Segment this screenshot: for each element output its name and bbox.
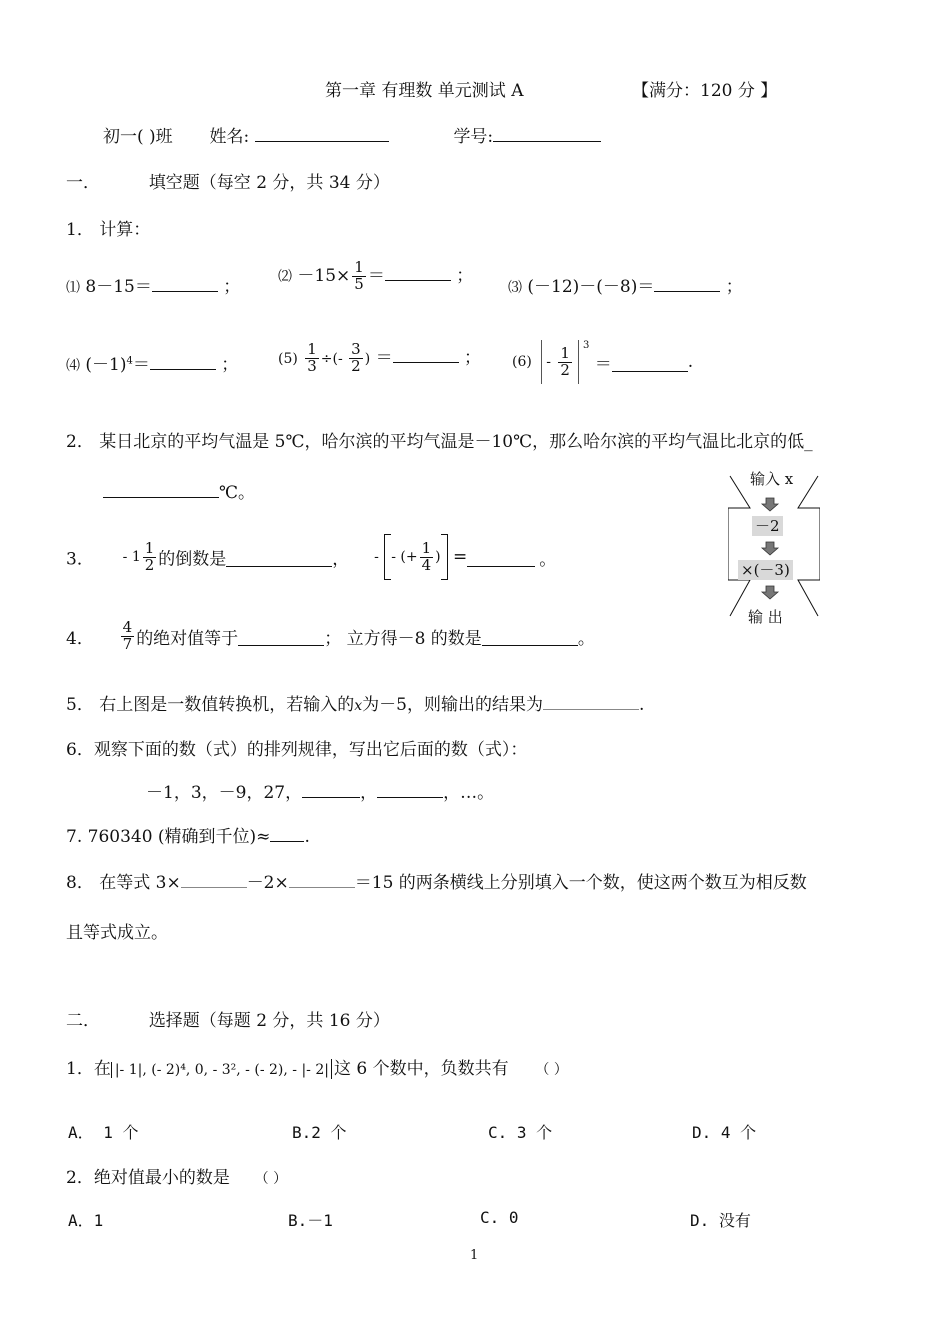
question-number: 1．在 (66, 1059, 111, 1079)
comma: ， (332, 549, 350, 570)
section1-number: 一． (66, 173, 100, 193)
q5 (66, 690, 644, 715)
question-text: ； 立方得－8 的数是 (324, 628, 482, 649)
q6-sequence (146, 778, 494, 803)
minus-sign: - (374, 549, 379, 565)
question-text: 5． 右上图是一数值转换机，若输入的 (66, 695, 355, 715)
part-number: ⑵ (278, 268, 292, 285)
part-number: ⑴ (66, 280, 80, 296)
fraction (305, 342, 319, 375)
ellipsis: ，…。 (443, 783, 495, 803)
class-label: 初一( )班 (103, 127, 173, 147)
answer-blank[interactable] (270, 823, 304, 842)
mixed-whole: - 1 (122, 549, 141, 565)
part-number: (5) (278, 350, 298, 367)
q1-label: 1． 计算： (66, 220, 151, 240)
q4 (66, 620, 595, 653)
period: . (304, 827, 310, 847)
part-number: ⑶ (508, 280, 522, 296)
left-paren-bar (541, 340, 542, 384)
answer-paren: （ ） (254, 1171, 288, 1187)
unit: ℃。 (219, 483, 256, 503)
q3 (66, 534, 556, 580)
semicolon: ； (464, 347, 481, 368)
denominator: 2 (560, 360, 570, 379)
end-mark: 。 (539, 549, 557, 570)
expression: －15× (297, 265, 351, 286)
answer-blank[interactable] (150, 351, 216, 370)
q8-line2: 且等式成立。 (66, 923, 168, 943)
answer-blank[interactable] (103, 479, 219, 498)
expression: (－1) (80, 355, 127, 375)
s2-q1-option-b[interactable]: B.2 个 (292, 1123, 347, 1142)
right-paren-bar (578, 340, 579, 384)
machine-frame (728, 468, 820, 628)
question-text: 的绝对值等于 (136, 628, 239, 649)
period: . (687, 352, 694, 372)
equals: = (453, 547, 468, 567)
comma: ， (360, 783, 378, 803)
numerator: 3 (351, 340, 361, 358)
s2-q2-option-a[interactable]: A．1 (68, 1211, 104, 1230)
q7 (66, 822, 310, 847)
numerator: 1 (354, 258, 364, 276)
q1-part3 (508, 272, 743, 297)
q6-text: 6．观察下面的数（式）的排列规律，写出它后面的数（式）： (66, 740, 528, 760)
denominator: 2 (144, 555, 155, 574)
machine-input-label: 输入 x (750, 470, 794, 488)
answer-blank[interactable] (467, 548, 535, 567)
s2-q1 (66, 1054, 568, 1079)
student-id-blank[interactable] (493, 123, 601, 142)
semicolon: ； (725, 277, 743, 297)
denominator: 4 (421, 555, 432, 574)
question-text: 的倒数是 (158, 549, 227, 570)
q8-line1 (66, 868, 807, 893)
answer-blank[interactable] (152, 273, 218, 292)
machine-step-multiply: ×(－3) (738, 560, 793, 580)
machine-step-subtract: －2 (752, 516, 783, 536)
exponent: 3 (582, 340, 590, 351)
question-number: 3． (66, 549, 94, 570)
q1-part4 (66, 350, 238, 375)
operator: ÷(- (320, 350, 348, 367)
fraction (352, 260, 366, 293)
equals: ＝ (375, 347, 393, 368)
q1-part1 (66, 272, 240, 297)
class-field (103, 122, 601, 147)
answer-blank[interactable] (654, 273, 720, 292)
right-bracket (441, 534, 448, 580)
sequence: －1，3，－9，27， (146, 783, 303, 803)
section1-title: 填空题（每空 2 分，共 34 分） (148, 173, 390, 193)
q1-part6 (512, 340, 693, 384)
s2-q2-option-d[interactable]: D. 没有 (690, 1211, 751, 1230)
numerator: 4 (122, 618, 133, 636)
section2-title: 选择题（每题 2 分，共 16 分） (148, 1011, 390, 1031)
end-mark: 。 (577, 628, 595, 649)
fraction (121, 620, 135, 653)
answer-blank[interactable] (612, 353, 688, 372)
document-title: 第一章 有理数 单元测试 A (325, 81, 524, 101)
denominator: 7 (122, 634, 133, 653)
question-text: 2．绝对值最小的数是 (66, 1168, 230, 1188)
s2-q1-option-c[interactable]: C. 3 个 (488, 1123, 553, 1142)
semicolon: ； (223, 277, 241, 297)
answer-blank[interactable] (393, 344, 459, 363)
number-converter-diagram (728, 468, 820, 628)
number-list: |- 1|, (- 2)⁴, 0, - 3², - (- 2), - |- 2| (111, 1062, 329, 1078)
q1-part2 (278, 260, 473, 293)
answer-blank[interactable] (482, 627, 578, 646)
question-text: 8． 在等式 3× (66, 873, 181, 893)
fraction (349, 342, 363, 375)
answer-blank[interactable] (385, 262, 451, 281)
machine-output-label: 输 出 (748, 608, 783, 626)
s2-q2 (66, 1163, 287, 1188)
part-number: ⑷ (66, 358, 80, 374)
name-label: 姓名: (209, 127, 255, 147)
minus-sign: - (546, 354, 551, 370)
page-number: 1 (470, 1248, 479, 1263)
question-text: 7. 760340 (精确到千位)≈ (66, 827, 271, 847)
exponent: 4 (126, 355, 133, 367)
fraction (143, 538, 157, 574)
period: . (638, 695, 645, 715)
q1-part5 (278, 342, 481, 375)
s2-q2-option-b[interactable]: B.－1 (288, 1211, 333, 1230)
question-text: ＝15 的两条横线上分别填入一个数，使这两个数互为相反数 (354, 873, 807, 893)
question-number: 4． (66, 628, 94, 649)
answer-blank[interactable] (181, 869, 247, 888)
close-paren: ) (435, 549, 441, 565)
s2-q1-option-a[interactable]: A． 1 个 (68, 1123, 139, 1142)
name-blank[interactable] (255, 123, 389, 142)
q2-text: 2． 某日北京的平均气温是 5℃，哈尔滨的平均气温是－10℃，那么哈尔滨的平均气温比北京的低_ (66, 432, 813, 452)
section1-heading (66, 168, 390, 193)
numerator: 1 (421, 538, 432, 557)
full-score: 【满分：120 分 】 (632, 81, 778, 101)
student-id-label: 学号: (453, 127, 494, 147)
answer-blank[interactable] (302, 779, 360, 798)
answer-blank[interactable] (238, 627, 324, 646)
answer-blank[interactable] (377, 779, 443, 798)
semicolon: ； (456, 265, 474, 286)
question-text: －2× (246, 873, 289, 893)
numerator: 1 (307, 340, 317, 358)
answer-blank[interactable] (289, 869, 355, 888)
equals: ＝ (594, 354, 612, 375)
variable: x (354, 698, 363, 714)
question-text: 这 6 个数中，负数共有 (331, 1059, 509, 1079)
close-paren: ) (364, 350, 371, 367)
denominator: 5 (354, 274, 364, 293)
part-number: (6) (512, 354, 532, 370)
fraction (558, 343, 572, 379)
answer-paren: （ ） (535, 1062, 568, 1078)
semicolon: ； (221, 355, 239, 375)
equals: ＝ (132, 355, 150, 375)
equals: ＝ (367, 265, 385, 286)
numerator: 1 (560, 343, 570, 362)
q2-answer (103, 478, 255, 503)
expression: (－12)－(－8)＝ (522, 277, 655, 297)
expression: 8－15＝ (80, 277, 152, 297)
answer-blank[interactable] (226, 548, 332, 567)
section2-number: 二． (66, 1011, 100, 1031)
question-text: 为－5，则输出的结果为 (362, 695, 543, 715)
denominator: 2 (351, 356, 361, 375)
s2-q2-option-c[interactable]: C. 0 (480, 1208, 519, 1227)
inner-expression: - (+ (391, 549, 418, 565)
s2-q1-option-d[interactable]: D. 4 个 (692, 1123, 757, 1142)
section2-heading (66, 1006, 390, 1031)
numerator: 1 (144, 538, 155, 557)
denominator: 3 (307, 356, 317, 375)
answer-blank[interactable] (543, 691, 639, 710)
fraction (420, 538, 434, 574)
